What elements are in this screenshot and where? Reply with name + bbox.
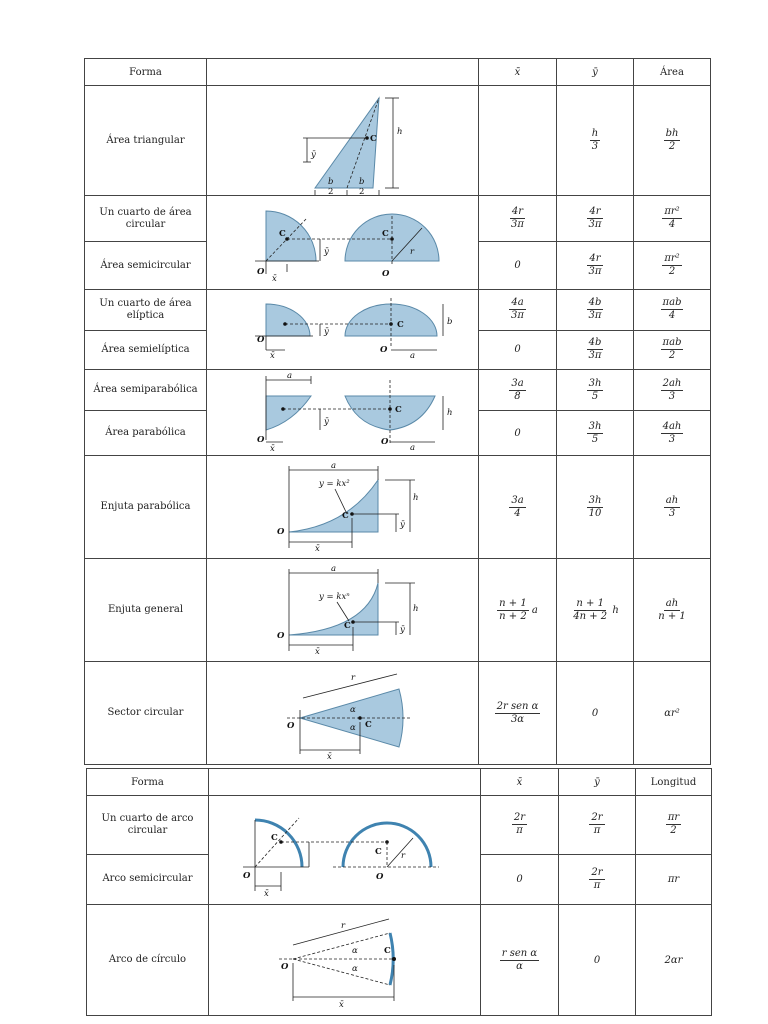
label-two1: 2 <box>328 187 334 195</box>
arc-of-circle-diagram <box>209 905 481 1015</box>
cell-y-0: $\frac{h}{3}$ <box>557 86 634 196</box>
cell-x-6: 0 <box>479 411 557 456</box>
label-c: C <box>365 720 372 730</box>
label-xbar: x̄ <box>327 752 332 762</box>
figure-parabolic-spandrel <box>207 456 479 559</box>
label-o: O <box>381 437 389 447</box>
table-row <box>85 370 711 411</box>
circle-areas-diagram <box>207 196 479 289</box>
figure-parabolas <box>207 370 479 456</box>
cell-y-l1: $\frac{2r}{\pi}$ <box>559 854 636 904</box>
label-ybar: ȳ <box>324 247 329 257</box>
label-o: O <box>382 269 390 279</box>
area-centroids-table <box>84 58 711 765</box>
label-o: O <box>257 335 265 345</box>
cell-x-7: $\frac{3a}{4}$ <box>479 456 557 559</box>
label-xbar: x̄ <box>315 544 320 554</box>
label-o: O <box>257 435 265 445</box>
label-b2: b <box>359 177 365 187</box>
cell-area-9: αr² <box>634 662 711 765</box>
label-alpha: α <box>352 946 358 956</box>
label-ybar: ȳ <box>324 417 329 427</box>
label-xbar: x̄ <box>270 444 275 454</box>
circular-sector-diagram <box>207 662 479 764</box>
label-c: C <box>382 229 389 239</box>
table-row <box>85 196 711 242</box>
label-c: C <box>375 847 382 857</box>
label-o: O <box>380 345 388 355</box>
cell-x-3: $\frac{4a}{3\pi}$ <box>479 290 557 331</box>
cell-x-9: $\frac{\text{2r sen α}}{3\alpha}$ <box>479 662 557 765</box>
label-r: r <box>351 673 356 683</box>
header-figure <box>207 59 479 86</box>
shape-name: Área semicircular <box>85 242 207 290</box>
label-o: O <box>376 872 384 882</box>
table-row <box>85 290 711 331</box>
shape-name: Enjuta parabólica <box>85 456 207 559</box>
header-y: ȳ <box>559 769 636 796</box>
label-h: h <box>413 493 419 503</box>
cell-x-l2: $\frac{\text{r sen α}}{\alpha}$ <box>481 905 559 1016</box>
figure-triangle <box>207 86 479 196</box>
ellipse-areas-diagram <box>207 290 479 369</box>
header-forma: Forma <box>85 59 207 86</box>
cell-area-1: $\frac{\text{πr²}}{4}$ <box>634 196 711 242</box>
table-row <box>85 662 711 765</box>
cell-area-5: $\frac{2ah}{3}$ <box>634 370 711 411</box>
label-eq: y = kx² <box>319 479 350 489</box>
figure-arc-of-circle <box>209 905 481 1016</box>
cell-area-8: $\frac{ah}{n + 1}$ <box>634 559 711 662</box>
label-h: h <box>397 127 403 137</box>
label-o: O <box>281 962 289 972</box>
cell-area-3: $\frac{\text{πab}}{4}$ <box>634 290 711 331</box>
triangle-diagram <box>207 86 479 195</box>
label-c: C <box>344 621 351 631</box>
label-xbar: x̄ <box>272 274 277 284</box>
cell-y-5: $\frac{3h}{5}$ <box>557 370 634 411</box>
cell-y-3: $\frac{4b}{3\pi}$ <box>557 290 634 331</box>
label-two2: 2 <box>359 187 365 195</box>
figure-sector <box>207 662 479 765</box>
cell-y-l2: 0 <box>559 905 636 1016</box>
figure-ellipses <box>207 290 479 370</box>
shape-name: Área semielíptica <box>85 330 207 370</box>
label-xbar: x̄ <box>264 889 269 899</box>
label-a: a <box>331 564 337 574</box>
cell-y-4: $\frac{4b}{3\pi}$ <box>557 330 634 370</box>
figure-general-spandrel <box>207 559 479 662</box>
cell-area-7: $\frac{ah}{3}$ <box>634 456 711 559</box>
label-o: O <box>277 527 285 537</box>
label-r: r <box>341 921 346 931</box>
header-x: x̄ <box>479 59 557 86</box>
shape-name: Arco de círculo <box>87 905 209 1016</box>
label-c: C <box>384 946 391 956</box>
cell-x-l0: $\frac{2r}{\pi}$ <box>481 796 559 855</box>
cell-y-l0: $\frac{2r}{\pi}$ <box>559 796 636 855</box>
label-c: C <box>395 405 402 415</box>
header-length: Longitud <box>636 769 712 796</box>
shape-name: Área semiparabólica <box>85 370 207 411</box>
general-spandrel-diagram <box>207 559 479 661</box>
header-y: ȳ <box>557 59 634 86</box>
cell-x-8: $\frac{n + 1}{n + 2}$ a <box>479 559 557 662</box>
label-b1: b <box>328 177 334 187</box>
label-h: h <box>413 604 419 614</box>
table-row <box>85 456 711 559</box>
cell-area-4: $\frac{\text{πab}}{2}$ <box>634 330 711 370</box>
table-row <box>87 905 712 1016</box>
shape-name: Área parabólica <box>85 411 207 456</box>
cell-area-2: $\frac{\text{πr²}}{2}$ <box>634 242 711 290</box>
label-c: C <box>397 320 404 330</box>
cell-x-4: 0 <box>479 330 557 370</box>
label-alpha: α <box>350 723 356 733</box>
shape-name: Sector circular <box>85 662 207 765</box>
label-c: C <box>342 511 349 521</box>
label-a: a <box>410 443 416 453</box>
label-a: a <box>331 461 337 471</box>
label-a: a <box>287 371 293 381</box>
label-a: a <box>410 351 416 361</box>
label-ybar: ȳ <box>311 150 316 160</box>
line-centroids-table <box>86 768 712 1016</box>
label-b: b <box>447 317 453 327</box>
figure-circles <box>207 196 479 290</box>
label-c: C <box>279 229 286 239</box>
cell-y-7: $\frac{3h}{10}$ <box>557 456 634 559</box>
parabolic-spandrel-diagram <box>207 456 479 558</box>
header-forma: Forma <box>87 769 209 796</box>
header-area: Área <box>634 59 711 86</box>
header-x: x̄ <box>481 769 559 796</box>
cell-y-1: $\frac{4r}{3\pi}$ <box>557 196 634 242</box>
shape-name: Enjuta general <box>85 559 207 662</box>
cell-y-2: $\frac{4r}{3\pi}$ <box>557 242 634 290</box>
label-r: r <box>410 247 415 257</box>
shape-name: Un cuarto de área circular <box>85 196 207 242</box>
cell-y-9: 0 <box>557 662 634 765</box>
label-ybar: ȳ <box>324 327 329 337</box>
shape-name: Un cuarto de arco circular <box>87 796 209 855</box>
table-row <box>85 86 711 196</box>
label-ybar: ȳ <box>400 625 405 635</box>
cell-x-5: $\frac{3a}{8}$ <box>479 370 557 411</box>
label-xbar: x̄ <box>339 1000 344 1010</box>
cell-area-0: $\frac{bh}{2}$ <box>634 86 711 196</box>
table-row <box>87 796 712 855</box>
table-header-row <box>87 769 712 796</box>
header-figure <box>209 769 481 796</box>
cell-length-l0: $\frac{\pi r}{2}$ <box>636 796 712 855</box>
label-c: C <box>370 134 377 144</box>
label-o: O <box>257 267 265 277</box>
cell-y-8: $\frac{n + 1}{4n + 2}$ h <box>557 559 634 662</box>
table-row <box>85 559 711 662</box>
circular-arcs-diagram <box>209 796 481 904</box>
table-header-row <box>85 59 711 86</box>
cell-x-triangle <box>479 86 557 196</box>
shape-name: Área triangular <box>85 86 207 196</box>
label-eq: y = kxⁿ <box>319 592 350 602</box>
figure-arcs <box>209 796 481 905</box>
shape-name: Arco semicircular <box>87 854 209 904</box>
label-o: O <box>287 721 295 731</box>
label-r: r <box>401 851 406 861</box>
label-xbar: x̄ <box>270 351 275 361</box>
label-alpha: α <box>350 705 356 715</box>
cell-length-l1: πr <box>636 854 712 904</box>
label-alpha: α <box>352 964 358 974</box>
cell-x-2: 0 <box>479 242 557 290</box>
label-xbar: x̄ <box>315 647 320 657</box>
cell-x-1: $\frac{4r}{3\pi}$ <box>479 196 557 242</box>
label-o: O <box>277 631 285 641</box>
parabolic-areas-diagram <box>207 370 479 455</box>
cell-area-6: $\frac{4ah}{3}$ <box>634 411 711 456</box>
label-h: h <box>447 408 453 418</box>
cell-y-6: $\frac{3h}{5}$ <box>557 411 634 456</box>
shape-name: Un cuarto de área elíptica <box>85 290 207 331</box>
cell-length-l2: 2αr <box>636 905 712 1016</box>
cell-x-l1: 0 <box>481 854 559 904</box>
label-c: C <box>271 833 278 843</box>
label-ybar: ȳ <box>400 520 405 530</box>
label-o: O <box>243 871 251 881</box>
